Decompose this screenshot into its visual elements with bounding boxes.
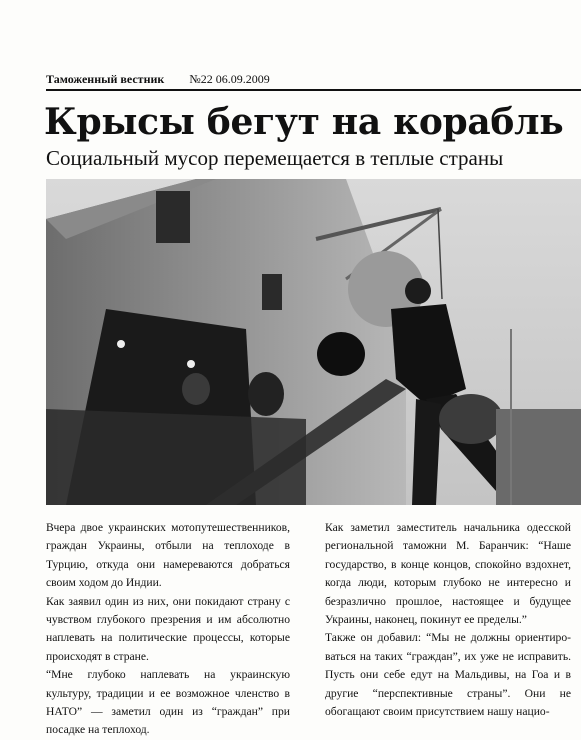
- paragraph: Также он добавил: “Мы не должны ориентироваться на таких “граждан”, их уже не исправить. Пусть они себе едут на Мальдивы, на Гоа и в другие “перспективные страны”. Они не обогащают своим присутствием нашу нацио-: [325, 631, 571, 719]
- article-photo: [46, 179, 581, 505]
- publication-name: Таможенный вестник: [46, 72, 165, 86]
- paragraph: Вчера двое украинских мотопутешественников, граждан Украины, отбыли на теплоходе в Турцию, откуда они намереваются добраться своим ходом до Индии.: [46, 521, 290, 590]
- masthead: [46, 72, 581, 88]
- ship-boarding-photo: [46, 179, 581, 505]
- issue-date: №22 06.09.2009: [189, 72, 270, 86]
- article-subtitle: Социальный мусор перемещается в теплые страны: [46, 146, 504, 170]
- paragraph: Как заметил заместитель начальника одесской региональной таможни М. Баранчик: “Наше государство, в конце концов, спокойно вздохнет, когда люди, которым глубоко не интересно и безразлично прошлое, настоящее и будущее Украины, наконец, покинут ее пределы.”: [325, 521, 571, 627]
- header-rule: [46, 89, 581, 91]
- article-column-1: [46, 519, 290, 740]
- article-column-2: [325, 519, 571, 721]
- ship-window: [156, 191, 190, 243]
- paragraph: Как заявил один из них, они покидают страну с чувством глубокого презрения и им абсолютно наплевать на политические процессы, которые происходят в стране.: [46, 594, 290, 663]
- paragraph: “Мне глубоко наплевать на украинскую культуру, традиции и ее возможное членство в НАТО” — заметил один из “граждан” при посадке на теплоход.: [46, 668, 290, 737]
- article-title: Крысы бегут на корабль: [44, 101, 564, 143]
